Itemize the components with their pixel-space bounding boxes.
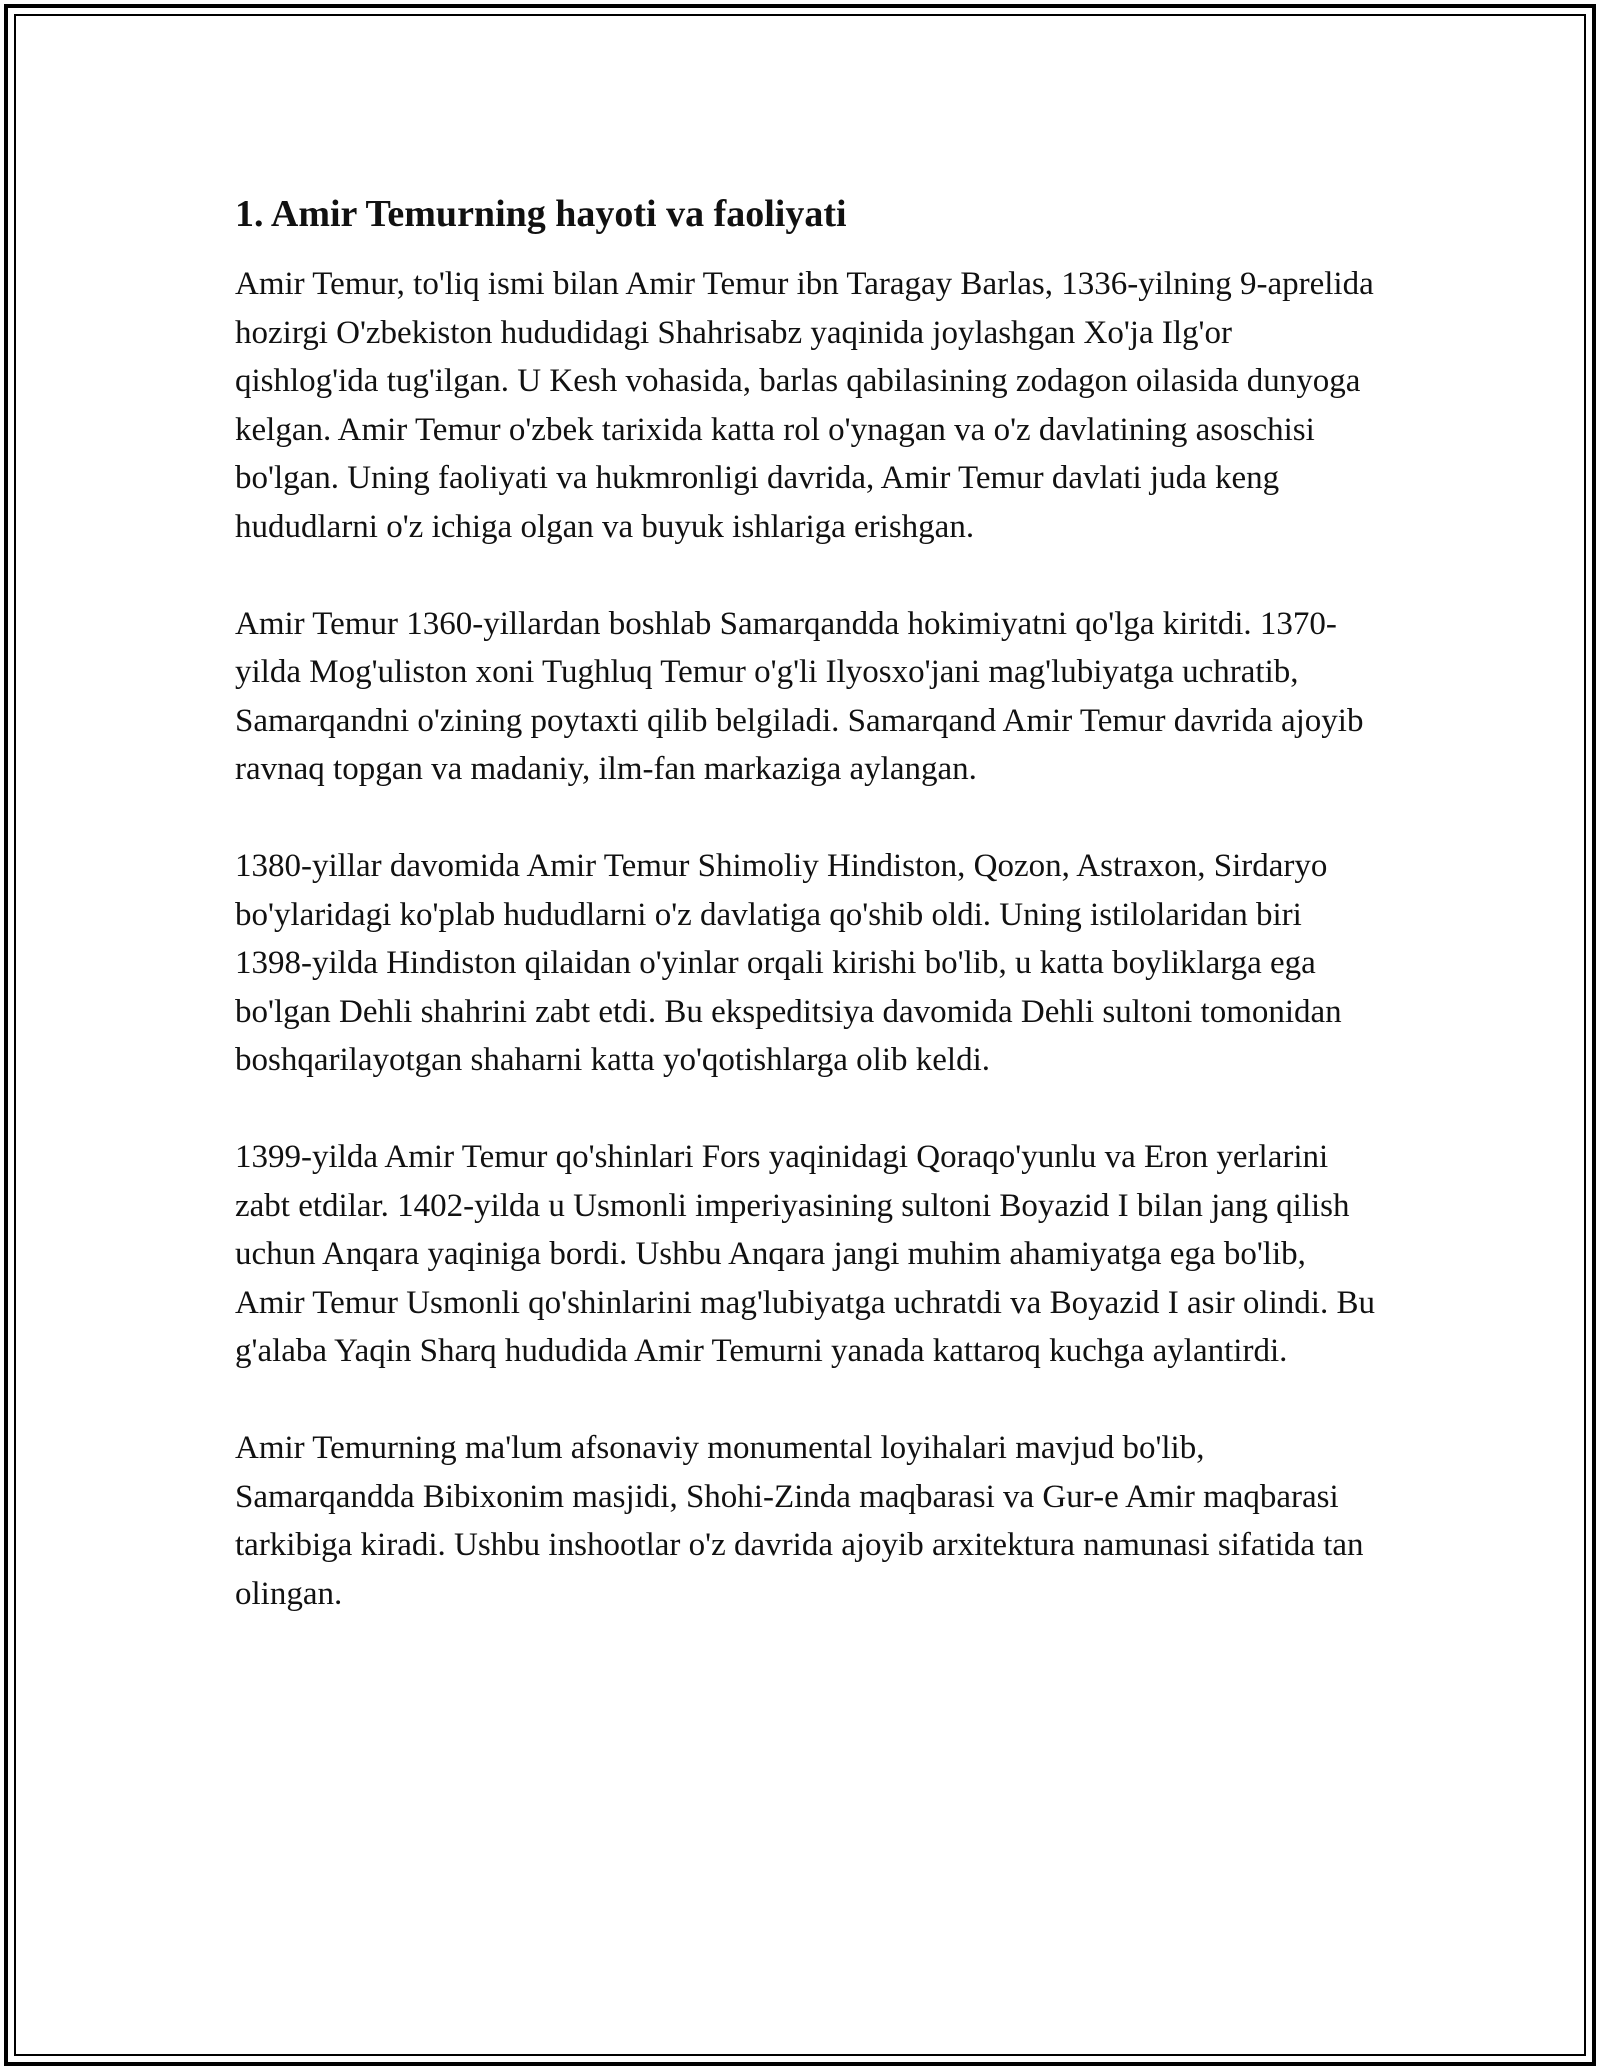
paragraph-2: Amir Temur 1360-yillardan boshlab Samarqandda hokimiyatni qo'lga kiritdi. 1370-yilda Mog'uliston xoni Tughluq Temur o'g'li Ilyosxo'jani mag'lubiyatga uchratib, Samarqandni o'zining poytaxti qilib belgiladi. Samarqand Amir Temur davrida ajoyib ravnaq topgan va madaniy, ilm-fan markaziga aylangan. (235, 605, 1364, 787)
paragraph-5: Amir Temurning ma'lum afsonaviy monumental loyihalari mavjud bo'lib, Samarqandda Bibixonim masjidi, Shohi-Zinda maqbarasi va Gur-e Amir maqbarasi tarkibiga kiradi. Ushbu inshootlar o'z davrida ajoyib arxitektura namunasi sifatida tan olingan. (235, 1430, 1364, 1612)
paragraph-3: 1380-yillar davomida Amir Temur Shimoliy Hindiston, Qozon, Astraxon, Sirdaryo bo'ylaridagi ko'plab hududlarni o'z davlatiga qo'shib oldi. Uning istilolaridan biri 1398-yilda Hindiston qilaidan o'yinlar orqali kirishi bo'lib, u katta boyliklarga ega bo'lgan Dehli shahrini zabt etdi. Bu ekspeditsiya davomida Dehli sultoni tomonidan boshqarilayotgan shaharni katta yo'qotishlarga olib keldi. (235, 848, 1342, 1078)
document-body (235, 188, 1375, 1618)
paragraph-1: Amir Temur, to'liq ismi bilan Amir Temur ibn Taragay Barlas, 1336-yilning 9-aprelida hozirgi O'zbekiston hududidagi Shahrisabz yaqinida joylashgan Xo'ja Ilg'or qishlog'ida tug'ilgan. U Kesh vohasida, barlas qabilasining zodagon oilasida dunyoga kelgan. Amir Temur o'zbek tarixida katta rol o'ynagan va o'z davlatining asoschisi bo'lgan. Uning faoliyati va hukmronligi davrida, Amir Temur davlati juda keng hududlarni o'z ichiga olgan va buyuk ishlariga erishgan. (235, 266, 1374, 545)
section-heading: 1. Amir Temurning hayoti va faoliyati (235, 193, 847, 235)
paragraph-4: 1399-yilda Amir Temur qo'shinlari Fors yaqinidagi Qoraqo'yunlu va Eron yerlarini zabt etdilar. 1402-yilda u Usmonli imperiyasining sultoni Boyazid I bilan jang qilish uchun Anqara yaqiniga bordi. Ushbu Anqara jangi muhim ahamiyatga ega bo'lib, Amir Temur Usmonli qo'shinlarini mag'lubiyatga uchratdi va Boyazid I asir olindi. Bu g'alaba Yaqin Sharq hududida Amir Temurni yanada kattaroq kuchga aylantirdi. (235, 1139, 1375, 1369)
